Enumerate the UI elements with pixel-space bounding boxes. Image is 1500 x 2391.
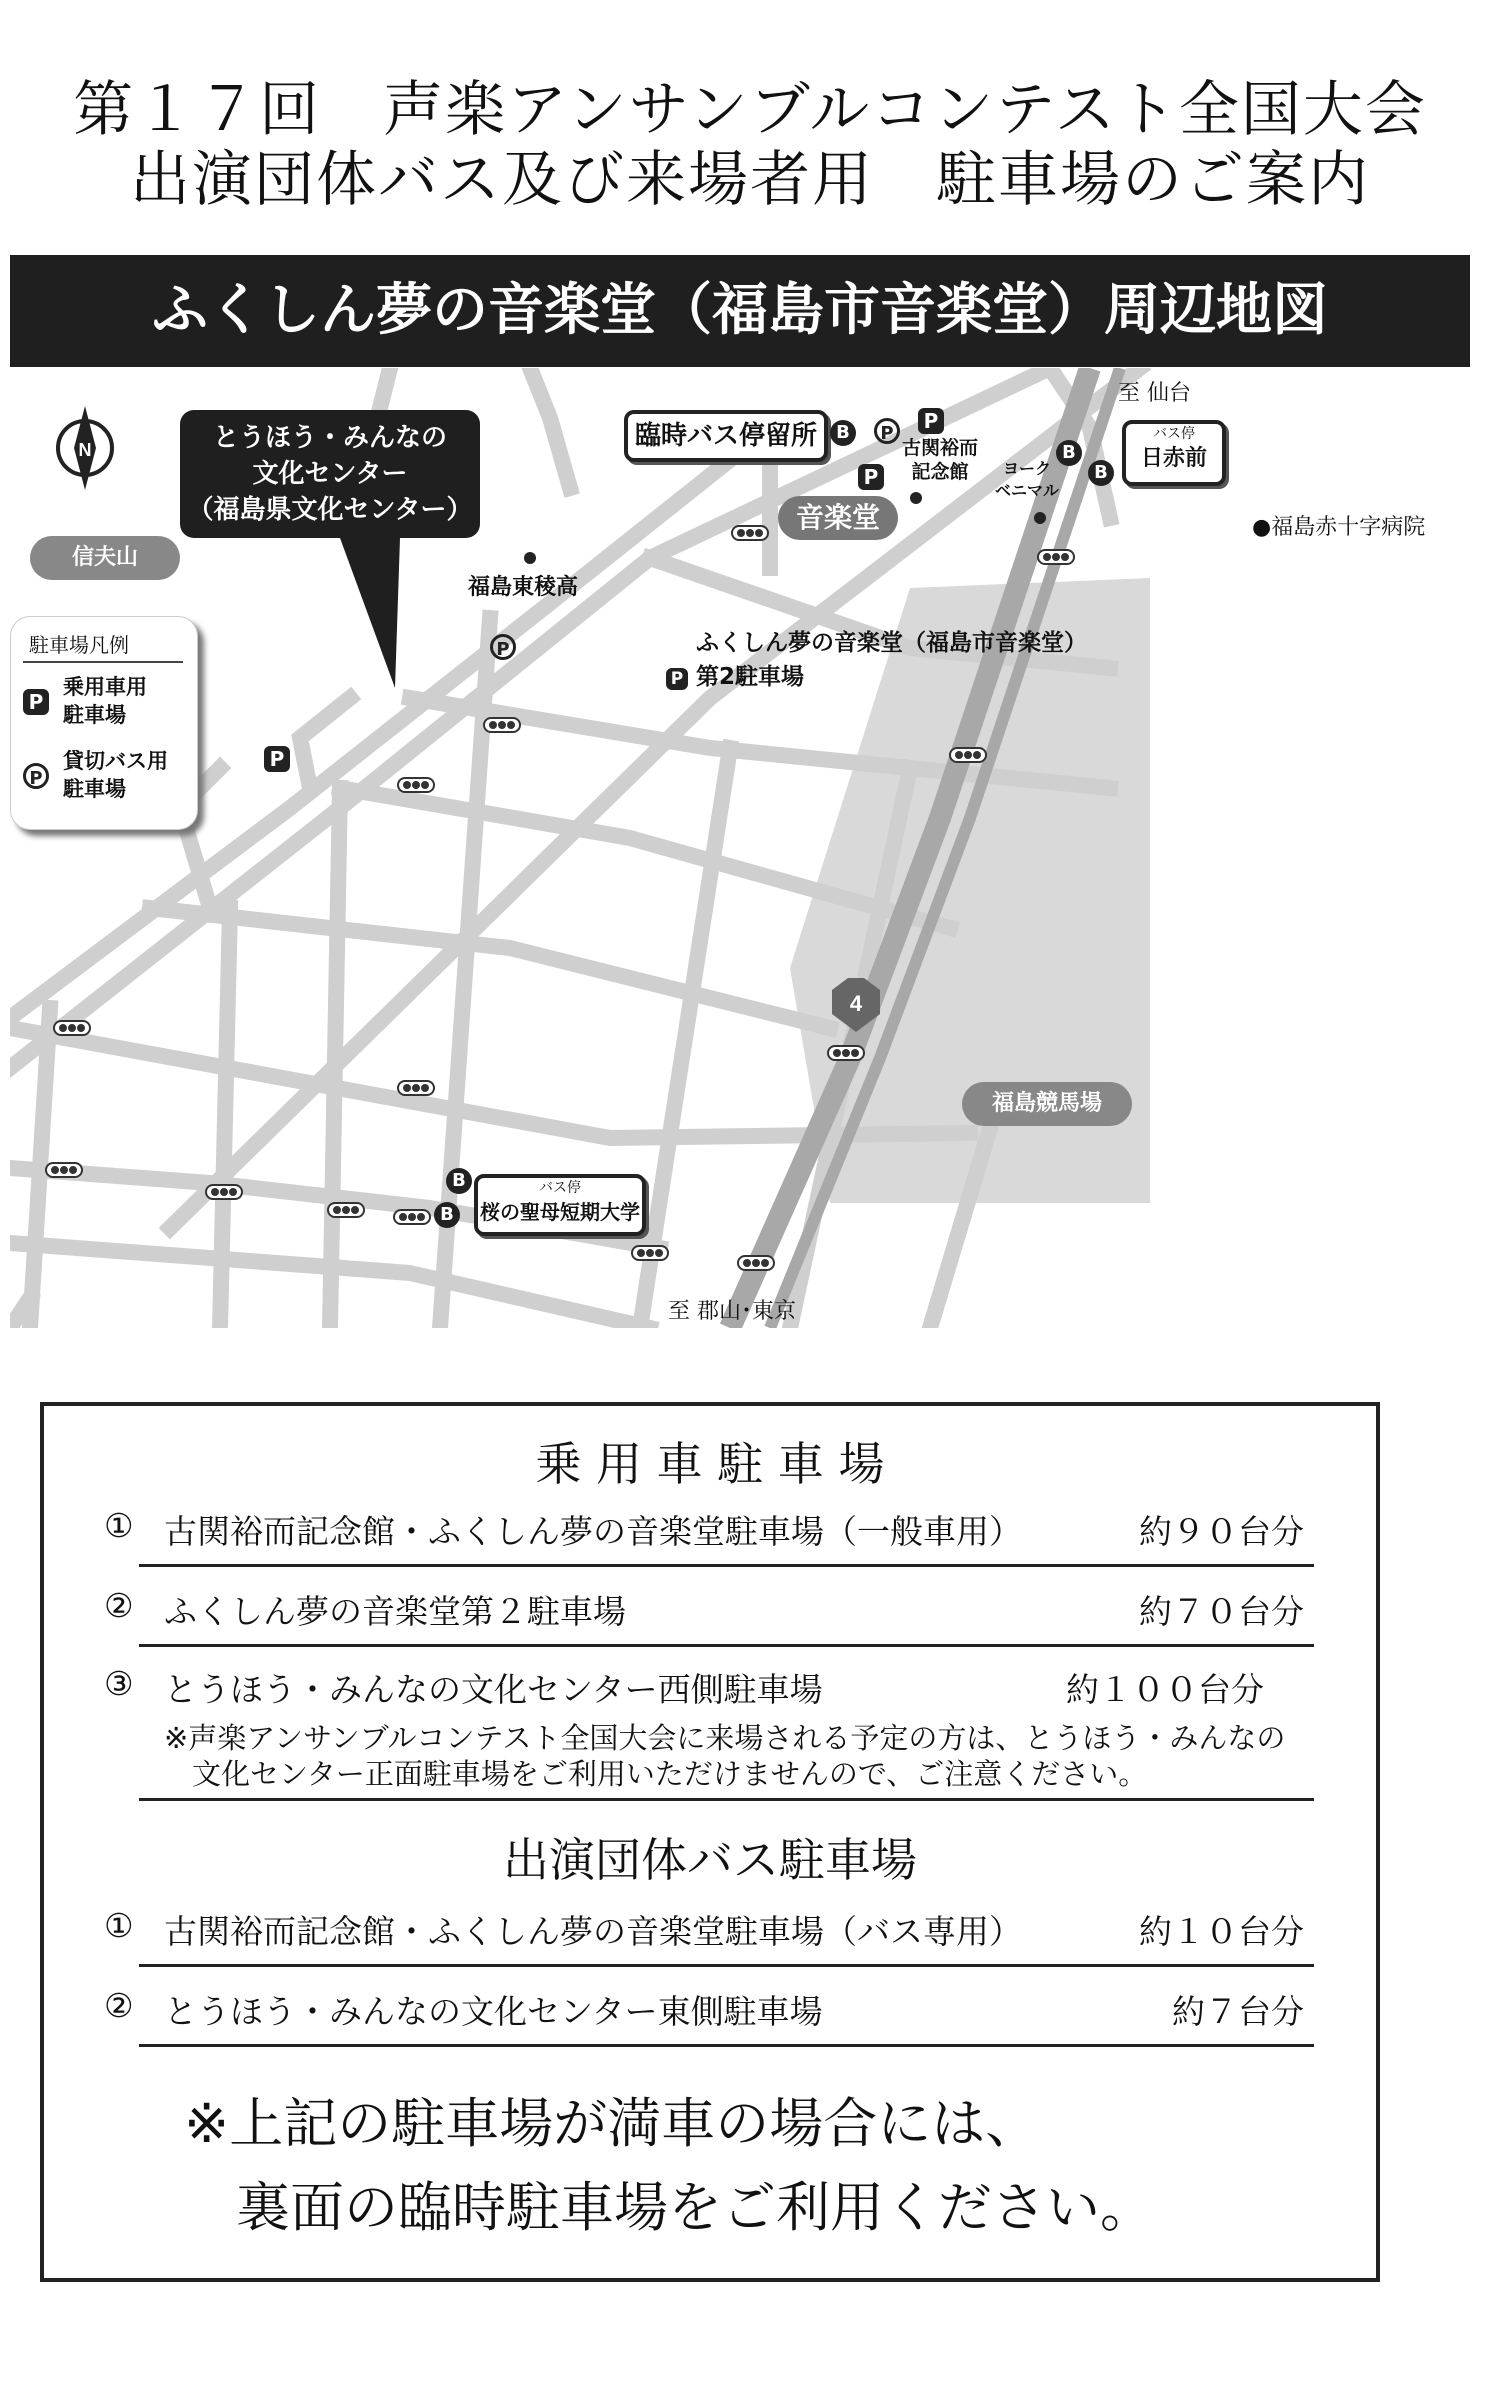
compass-icon bbox=[58, 406, 112, 490]
second-parking-text: 第2駐車場 bbox=[696, 664, 805, 690]
divider bbox=[139, 1644, 1314, 1647]
car-parking-icon: P bbox=[264, 746, 290, 772]
parking-info-box bbox=[40, 1402, 1380, 2282]
higashi-ryoukou-label: 福島東稜高 bbox=[468, 575, 579, 600]
higashi-ryoukou-dot-icon bbox=[524, 552, 536, 564]
overflow-notice bbox=[184, 2082, 1284, 2250]
legend-car-label bbox=[63, 673, 147, 729]
callout-line3: （福島県文化センター） bbox=[187, 495, 473, 525]
bus-icon: B bbox=[1056, 440, 1082, 466]
row-num: ① bbox=[104, 1506, 134, 1545]
traffic-signal-icon bbox=[394, 1210, 430, 1224]
car-parking-icon: P bbox=[666, 668, 688, 690]
hospital-label: ●福島赤十字病院 bbox=[1252, 515, 1426, 540]
bus-parking-icon: P bbox=[23, 763, 49, 789]
row-capacity: 約７０台分 bbox=[1139, 1592, 1304, 1631]
traffic-signal-icon bbox=[738, 1256, 774, 1270]
overflow-notice-line2: 裏面の臨時駐車場をご利用ください。 bbox=[236, 2176, 1154, 2239]
traffic-signal-icon bbox=[732, 526, 768, 540]
bus-icon: B bbox=[446, 1168, 472, 1194]
ongakudo-label: 音楽堂 bbox=[778, 496, 898, 540]
divider bbox=[139, 1798, 1314, 1801]
row-capacity: 約１０台分 bbox=[1139, 1912, 1304, 1951]
route-4-label: 4 bbox=[849, 991, 863, 1016]
to-sendai-label: 至 仙台 bbox=[1118, 381, 1191, 406]
york-benimaru-line1: ヨーク bbox=[1003, 459, 1052, 478]
car-note-line1: ※声楽アンサンブルコンテスト全国大会に来場される予定の方は、とうほう・みんなの bbox=[164, 1721, 1286, 1755]
callout-line1: とうほう・みんなの bbox=[212, 423, 447, 453]
car-note-line2: 文化センター正面駐車場をご利用いただけませんので、ご注意ください。 bbox=[192, 1757, 1148, 1791]
bus-stop-sakura bbox=[474, 1174, 646, 1236]
row-num: ③ bbox=[104, 1664, 134, 1703]
divider bbox=[139, 2044, 1314, 2047]
bus-stop-hiakamae bbox=[1122, 420, 1226, 486]
car-parking-title: 乗 用 車 駐 車 場 bbox=[535, 1437, 885, 1491]
row-num: ① bbox=[104, 1906, 134, 1945]
row-name: とうほう・みんなの文化センター東側駐車場 bbox=[164, 1992, 823, 2031]
racecourse-label: 福島競馬場 bbox=[962, 1082, 1132, 1126]
culture-center-callout bbox=[180, 410, 480, 538]
row-num: ② bbox=[104, 1586, 134, 1625]
page-title-line1: 第１７回 声楽アンサンブルコンテスト全国大会 bbox=[73, 75, 1427, 145]
koseki-museum-line2: 記念館 bbox=[911, 461, 969, 483]
traffic-signal-icon bbox=[46, 1163, 82, 1177]
row-num: ② bbox=[104, 1986, 134, 2025]
bus-stop-sakura-name: 桜の聖母短期大学 bbox=[480, 1200, 640, 1224]
row-capacity: 約９０台分 bbox=[1139, 1512, 1304, 1551]
legend-bus-line2: 駐車場 bbox=[63, 777, 126, 801]
area-map bbox=[10, 368, 1470, 1328]
bus-stop-hiakamae-name: 日赤前 bbox=[1140, 446, 1207, 471]
second-parking-label bbox=[666, 658, 804, 691]
car-parking-icon: P bbox=[23, 689, 49, 715]
legend-bus-label bbox=[63, 747, 168, 803]
legend-bus-line1: 貸切バス用 bbox=[63, 749, 168, 773]
bus-parking-icon: P bbox=[874, 418, 900, 444]
callout-line2: 文化センター bbox=[252, 459, 408, 489]
koseki-museum-dot-icon bbox=[910, 492, 922, 504]
compass-n-label: N bbox=[78, 440, 92, 460]
legend-car-line2: 駐車場 bbox=[63, 703, 126, 727]
row-name: とうほう・みんなの文化センター西側駐車場 bbox=[164, 1670, 823, 1709]
bus-stop-caption: バス停 bbox=[539, 1180, 581, 1196]
bus-stop-caption: バス停 bbox=[1153, 426, 1195, 442]
row-capacity: 約７台分 bbox=[1172, 1992, 1304, 2031]
car-parking-icon: P bbox=[858, 464, 884, 490]
row-name: ふくしん夢の音楽堂第２駐車場 bbox=[164, 1592, 626, 1631]
map-banner-title: ふくしん夢の音楽堂（福島市音楽堂）周辺地図 bbox=[10, 255, 1470, 367]
traffic-signal-icon bbox=[206, 1185, 242, 1199]
row-name: 古関裕而記念館・ふくしん夢の音楽堂駐車場（一般車用） bbox=[164, 1512, 1022, 1551]
york-benimaru-label bbox=[995, 458, 1059, 502]
legend-car-line1: 乗用車用 bbox=[63, 675, 147, 699]
koseki-museum-label bbox=[902, 436, 978, 484]
traffic-signal-icon bbox=[398, 1081, 434, 1095]
row-capacity: 約１００台分 bbox=[1066, 1670, 1264, 1709]
overflow-notice-line1: ※上記の駐車場が満車の場合には、 bbox=[184, 2092, 1040, 2155]
temp-bus-stop-label: 臨時バス停留所 bbox=[624, 410, 828, 462]
callout-pointer bbox=[340, 538, 400, 688]
divider bbox=[139, 1564, 1314, 1567]
legend-title: 駐車場凡例 bbox=[29, 633, 129, 657]
york-benimaru-line2: ベニマル bbox=[995, 481, 1060, 500]
bus-icon: B bbox=[434, 1202, 460, 1228]
koseki-museum-line1: 古関裕而 bbox=[902, 437, 979, 459]
bus-parking-title: 出演団体バス駐車場 bbox=[503, 1833, 917, 1887]
music-hall-label: ふくしん夢の音楽堂（福島市音楽堂） bbox=[696, 630, 1087, 656]
traffic-signal-icon bbox=[1038, 550, 1074, 564]
traffic-signal-icon bbox=[828, 1046, 864, 1060]
to-koriyama-label: 至 郡山･東京 bbox=[668, 1299, 796, 1324]
divider bbox=[139, 1964, 1314, 1967]
traffic-signal-icon bbox=[632, 1246, 668, 1260]
bus-parking-icon: P bbox=[490, 634, 516, 660]
shinobuyama-label: 信夫山 bbox=[30, 536, 180, 580]
traffic-signal-icon bbox=[950, 748, 986, 762]
page-title-line2: 出演団体バス及び来場者用 駐車場のご案内 bbox=[130, 145, 1370, 215]
bus-icon: B bbox=[1088, 460, 1114, 486]
row-name: 古関裕而記念館・ふくしん夢の音楽堂駐車場（バス専用） bbox=[164, 1912, 1022, 1951]
car-note bbox=[164, 1720, 1324, 1792]
bus-icon: B bbox=[830, 420, 856, 446]
parking-legend bbox=[10, 616, 198, 830]
traffic-signal-icon bbox=[328, 1203, 364, 1217]
traffic-signal-icon bbox=[54, 1021, 90, 1035]
traffic-signal-icon bbox=[484, 718, 520, 732]
york-benimaru-dot-icon bbox=[1034, 512, 1046, 524]
car-parking-icon: P bbox=[918, 408, 944, 434]
traffic-signal-icon bbox=[398, 778, 434, 792]
